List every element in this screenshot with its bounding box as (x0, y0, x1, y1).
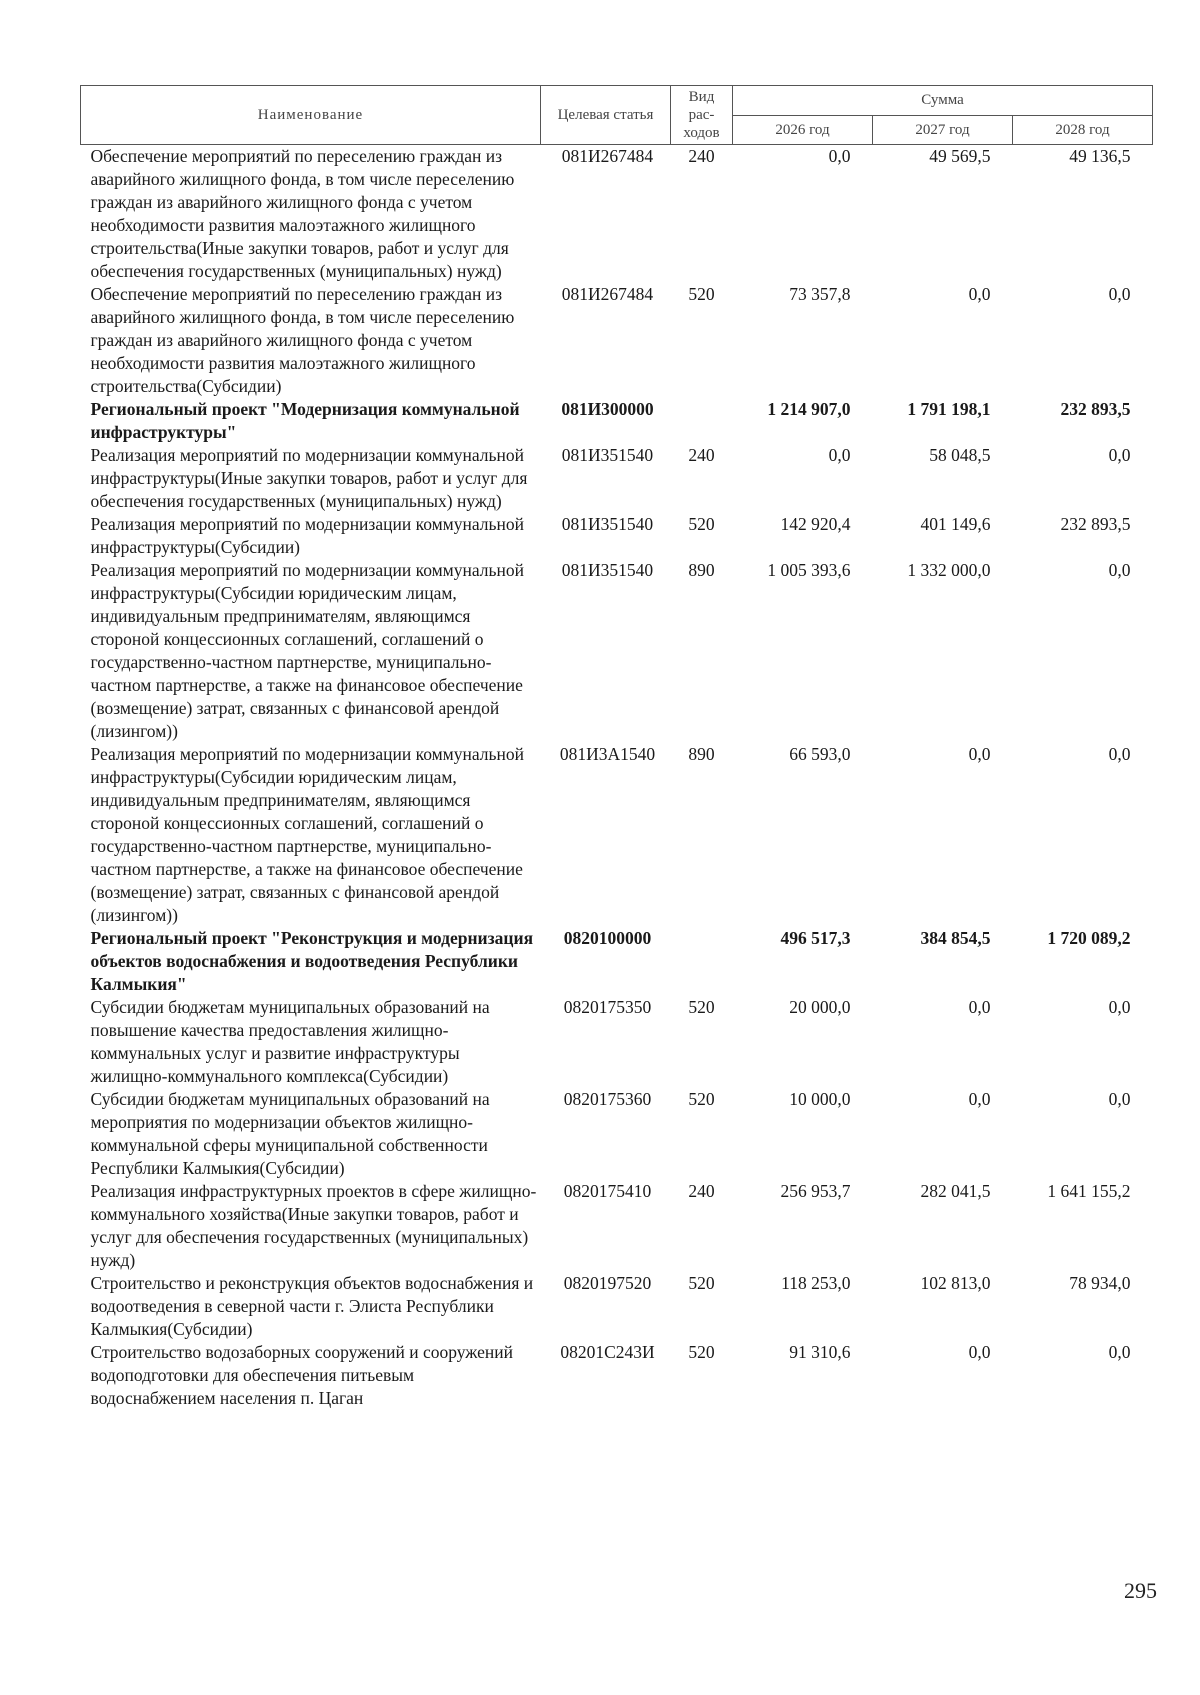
row-sum-2026: 91 310,6 (789, 1342, 851, 1362)
row-sum-2026: 256 953,7 (780, 1181, 851, 1201)
row-vid: 890 (688, 560, 715, 580)
row-name: Субсидии бюджетам муниципальных образований на повышение качества предоставления жилищно-коммунальных услуг и развитие инфраструктуры жилищно-коммунального комплекса(Субсидии) (90, 997, 490, 1086)
row-name: Региональный проект "Модернизация коммунальной инфраструктуры" (90, 399, 520, 442)
row-sum-2026: 0,0 (828, 146, 851, 166)
row-name: Субсидии бюджетам муниципальных образований на мероприятия по модернизации объектов жилищно-коммунальной сферы муниципальной собственности Республики Калмыкия(Субсидии) (90, 1089, 490, 1178)
row-vid: 520 (688, 1342, 715, 1362)
row-sum-2027: 0,0 (968, 997, 991, 1017)
row-name: Реализация мероприятий по модернизации коммунальной инфраструктуры(Субсидии) (90, 514, 524, 557)
row-sum-2028: 0,0 (1108, 1089, 1131, 1109)
row-sum-2027: 102 813,0 (920, 1273, 991, 1293)
row-code: 081И267484 (561, 146, 654, 166)
row-code: 08201С243И (560, 1342, 655, 1362)
row-sum-2028: 0,0 (1108, 744, 1131, 764)
row-vid: 520 (688, 514, 715, 534)
table-row (81, 1088, 1153, 1180)
table-row (81, 398, 1153, 444)
row-sum-2027: 282 041,5 (920, 1181, 991, 1201)
row-vid (671, 398, 733, 444)
row-vid: 520 (688, 997, 715, 1017)
row-vid: 520 (688, 284, 715, 304)
row-sum-2026: 10 000,0 (789, 1089, 851, 1109)
table-row (81, 927, 1153, 996)
header-year-2026: 2026 год (733, 115, 873, 145)
row-code: 0820175350 (563, 997, 652, 1017)
row-sum-2027: 384 854,5 (920, 928, 991, 948)
table-row (81, 1272, 1153, 1341)
row-name: Реализация мероприятий по модернизации коммунальной инфраструктуры(Субсидии юридическим лицам, индивидуальным предпринимателям, являющимся стороной концессионных соглашений, соглашений о государственно-частном партнерстве, муниципально-частном партнерстве, а также на финансовое обеспечение (возмещение) затрат, связанных с финансовой арендой (лизингом)) (90, 744, 524, 925)
page-number: 295 (1124, 1578, 1157, 1603)
row-vid: 240 (688, 146, 715, 166)
row-vid: 890 (688, 744, 715, 764)
row-vid (671, 927, 733, 996)
row-vid: 520 (688, 1089, 715, 1109)
row-sum-2026: 1 214 907,0 (767, 399, 851, 419)
row-code: 081И300000 (561, 399, 654, 419)
row-sum-2026: 66 593,0 (789, 744, 851, 764)
table-row (81, 996, 1153, 1088)
row-code: 081И351540 (561, 445, 654, 465)
row-sum-2026: 20 000,0 (789, 997, 851, 1017)
table-row (81, 559, 1153, 743)
table-body (81, 145, 1153, 1411)
row-sum-2027: 1 791 198,1 (907, 399, 991, 419)
row-code: 081И3А1540 (559, 744, 656, 764)
row-code: 0820197520 (563, 1273, 652, 1293)
table-row (81, 283, 1153, 398)
table-row (81, 145, 1153, 284)
header-code: Целевая статья (541, 86, 671, 145)
table-row (81, 444, 1153, 513)
row-name: Обеспечение мероприятий по переселению граждан из аварийного жилищного фонда, в том числе переселению граждан из аварийного жилищного фонда с учетом необходимости развития малоэтажного жилищного строительства(Субсидии) (90, 284, 515, 396)
row-name: Региональный проект "Реконструкция и модернизация объектов водоснабжения и водоотведения Республики Калмыкия" (90, 928, 534, 994)
row-name: Реализация инфраструктурных проектов в сфере жилищно-коммунального хозяйства(Иные закупки товаров, работ и услуг для обеспечения государственных (муниципальных) нужд) (90, 1181, 537, 1270)
row-sum-2027: 0,0 (968, 744, 991, 764)
row-code: 0820175410 (563, 1181, 652, 1201)
header-vid: Вид рас-ходов (671, 86, 733, 145)
budget-table-page (80, 85, 1160, 1410)
row-sum-2026: 0,0 (828, 445, 851, 465)
row-sum-2028: 232 893,5 (1060, 399, 1131, 419)
row-sum-2026: 73 357,8 (789, 284, 851, 304)
row-sum-2027: 0,0 (968, 1342, 991, 1362)
row-name: Реализация мероприятий по модернизации коммунальной инфраструктуры(Иные закупки товаров, работ и услуг для обеспечения государственных (муниципальных) нужд) (90, 445, 528, 511)
row-sum-2028: 49 136,5 (1069, 146, 1131, 166)
row-sum-2027: 49 569,5 (929, 146, 991, 166)
header-year-2028: 2028 год (1013, 115, 1153, 145)
row-sum-2028: 0,0 (1108, 445, 1131, 465)
row-sum-2028: 1 641 155,2 (1047, 1181, 1131, 1201)
row-sum-2028: 0,0 (1108, 997, 1131, 1017)
row-sum-2028: 1 720 089,2 (1047, 928, 1131, 948)
row-sum-2028: 232 893,5 (1060, 514, 1131, 534)
row-code: 081И351540 (561, 514, 654, 534)
row-sum-2027: 1 332 000,0 (907, 560, 991, 580)
table-row (81, 513, 1153, 559)
row-vid: 520 (688, 1273, 715, 1293)
row-sum-2026: 1 005 393,6 (767, 560, 851, 580)
header-sum: Сумма (733, 86, 1153, 116)
table-row (81, 743, 1153, 927)
row-code: 081И267484 (561, 284, 654, 304)
row-name: Реализация мероприятий по модернизации коммунальной инфраструктуры(Субсидии юридическим лицам, индивидуальным предпринимателям, являющимся стороной концессионных соглашений, соглашений о государственно-частном партнерстве, муниципально-частном партнерстве, а также на финансовое обеспечение (возмещение) затрат, связанных с финансовой арендой (лизингом)) (90, 560, 524, 741)
row-sum-2027: 58 048,5 (929, 445, 991, 465)
header-year-2027: 2027 год (873, 115, 1013, 145)
row-sum-2027: 0,0 (968, 284, 991, 304)
table-row (81, 1341, 1153, 1410)
row-name: Обеспечение мероприятий по переселению граждан из аварийного жилищного фонда, в том числе переселению граждан из аварийного жилищного фонда с учетом необходимости развития малоэтажного жилищного строительства(Иные закупки товаров, работ и услуг для обеспечения государственных (муниципальных) нужд) (90, 146, 515, 281)
row-sum-2028: 0,0 (1108, 560, 1131, 580)
row-code: 0820100000 (563, 928, 652, 948)
table-row (81, 1180, 1153, 1272)
row-sum-2026: 142 920,4 (780, 514, 851, 534)
row-name: Строительство водозаборных сооружений и сооружений водоподготовки для обеспечения питьевым водоснабжением населения п. Цаган (90, 1342, 514, 1408)
row-sum-2026: 496 517,3 (780, 928, 851, 948)
table-header (81, 86, 1153, 145)
row-code: 081И351540 (561, 560, 654, 580)
budget-table (80, 85, 1153, 1410)
row-sum-2026: 118 253,0 (781, 1273, 851, 1293)
row-sum-2028: 78 934,0 (1069, 1273, 1131, 1293)
row-name: Строительство и реконструкция объектов водоснабжения и водоотведения в северной части г. Элиста Республики Калмыкия(Субсидии) (90, 1273, 534, 1339)
row-code: 0820175360 (563, 1089, 652, 1109)
row-sum-2027: 401 149,6 (920, 514, 991, 534)
row-vid: 240 (688, 1181, 715, 1201)
row-sum-2028: 0,0 (1108, 1342, 1131, 1362)
header-name: Наименование (81, 86, 541, 145)
row-sum-2027: 0,0 (968, 1089, 991, 1109)
row-sum-2028: 0,0 (1108, 284, 1131, 304)
row-vid: 240 (688, 445, 715, 465)
